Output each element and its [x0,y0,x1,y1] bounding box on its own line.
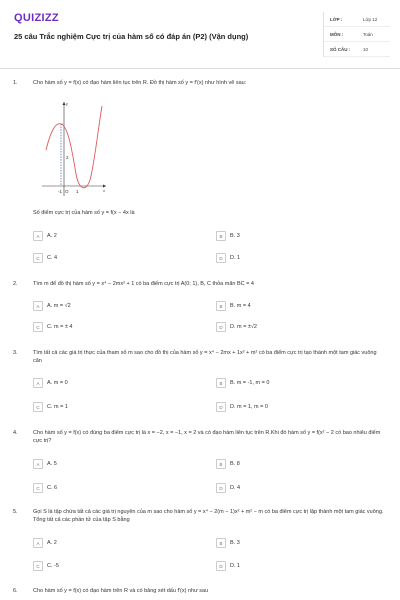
option-letter: C [33,322,43,332]
meta-row-count [324,42,390,57]
meta-row-subject [324,27,390,42]
option-letter: A [33,538,43,548]
question-text: Tìm m để đồ thị hàm số y = x⁴ − 2mx² + 1 có ba điểm cực trị A(0; 1), B, C thỏa mãn BC = 4 [33,281,254,287]
option-letter: A [33,301,43,311]
option-b[interactable] [216,459,240,469]
option-text: A. 5 [47,461,57,467]
meta-value: Toán [363,31,373,37]
y-axis-label: y [66,101,68,106]
option-d[interactable] [216,402,268,412]
option-text: D. 1 [230,255,241,261]
option-c[interactable] [33,322,72,332]
option-b[interactable] [216,301,251,311]
option-letter: B [216,231,226,241]
option-letter: A [33,459,43,469]
quizizz-logo: QUIZIZZ [14,12,59,24]
meta-key: MÔN : [330,31,344,37]
option-letter: A [33,378,43,388]
option-a[interactable] [33,301,71,311]
option-letter: D [216,253,226,263]
question-number: 4. [13,430,18,436]
option-d[interactable] [216,253,240,263]
question-number: 2. [13,281,18,287]
option-text: A. 2 [47,233,57,239]
option-letter: C [33,402,43,412]
x-tick-label: 1 [76,189,79,194]
x-axis-label: x [103,188,105,193]
option-text: B. 8 [230,461,240,467]
option-text: B. 3 [230,233,240,239]
y-tick-label: 2 [66,155,69,160]
option-text: B. m = -1, m = 0 [230,380,270,386]
option-b[interactable] [216,538,240,548]
meta-key: SỐ CÂU : [330,46,351,52]
option-b[interactable] [216,378,269,388]
header-divider [0,68,400,69]
option-c[interactable] [33,561,59,571]
x-tick-label: -1 [58,189,63,194]
option-text: C. m = 1 [47,404,68,410]
question-number: 6. [13,588,18,594]
question-text: Cho hàm số y = f(x) có đạo hàm trên R và có bảng xét dấu f'(x) như sau [33,588,209,594]
origin-label: O [65,189,69,194]
option-letter: D [216,483,226,493]
option-b[interactable] [216,231,240,241]
option-text: C. 6 [47,485,58,491]
question-number: 1. [13,80,18,86]
option-c[interactable] [33,483,57,493]
option-a[interactable] [33,231,57,241]
option-letter: C [33,253,43,263]
option-letter: B [216,538,226,548]
question-text: Cho hàm số y = f(x) có đạo hàm liên tục trên R. Đồ thị hàm số y = f'(x) như hình vẽ sau: [33,80,247,86]
meta-value: Lớp 12 [363,16,378,22]
option-letter: D [216,402,226,412]
question-text: Gọi S là tập chứa tất cả các giá trị nguyên của m sao cho hàm số y = x⁴ − 2(m − 1)x² + m² − m có ba điểm cực trị lập thành một tam giác vuông. Tổng tất cả các phần tử của tập S bằng [33,509,384,523]
option-d[interactable] [216,561,240,571]
option-a[interactable] [33,538,57,548]
question-text: Cho hàm số y = f(x) có đúng ba điểm cực trị là x = −2, x = −1, x = 2 và có đạo hàm liên tục trên R.Khi đó hàm số y = f(x² − 2 có bao nhiêu điểm cực trị? [33,430,381,444]
option-a[interactable] [33,378,68,388]
meta-table [323,12,390,57]
meta-row-class [324,12,390,27]
option-letter: D [216,561,226,571]
option-text: B. 3 [230,540,240,546]
option-text: A. m = 0 [47,380,68,386]
option-text: D. 4 [230,485,241,491]
meta-value: 10 [363,46,369,52]
meta-key: LỚP : [330,16,343,22]
option-c[interactable] [33,402,68,412]
derivative-curve [46,106,102,188]
option-d[interactable] [216,322,257,332]
option-text: A. m = √2 [47,303,71,309]
option-letter: B [216,301,226,311]
option-letter: C [33,483,43,493]
option-letter: D [216,322,226,332]
option-text: B. m = 4 [230,303,251,309]
document-title: 25 câu Trắc nghiệm Cực trị của hàm số có đáp án (P2) (Vận dụng) [14,32,249,41]
document-header [0,0,400,70]
option-letter: C [33,561,43,571]
option-letter: B [216,378,226,388]
option-text: C. m = ± 4 [47,324,73,330]
question-text: Tìm tất cả các giá trị thực của tham số m sao cho đồ thị của hàm số y = x⁴ − 2mx + 1x² + m² có ba điểm cực trị tạo thành một tam giác vuông cân [33,350,377,364]
option-text: A. 2 [47,540,57,546]
question-number: 3. [13,350,18,356]
option-d[interactable] [216,483,240,493]
option-text: D. 1 [230,563,241,569]
question-subtext: Số điểm cực trị của hàm số y = f(x − 4x là [33,210,135,216]
option-text: C. 4 [47,255,58,261]
option-text: D. m = ±√2 [230,324,257,330]
option-text: C. -5 [47,563,59,569]
option-letter: B [216,459,226,469]
option-a[interactable] [33,459,57,469]
option-c[interactable] [33,253,57,263]
option-text: D. m = 1, m = 0 [230,404,268,410]
derivative-graph [42,100,108,198]
option-letter: A [33,231,43,241]
question-number: 5. [13,509,18,515]
